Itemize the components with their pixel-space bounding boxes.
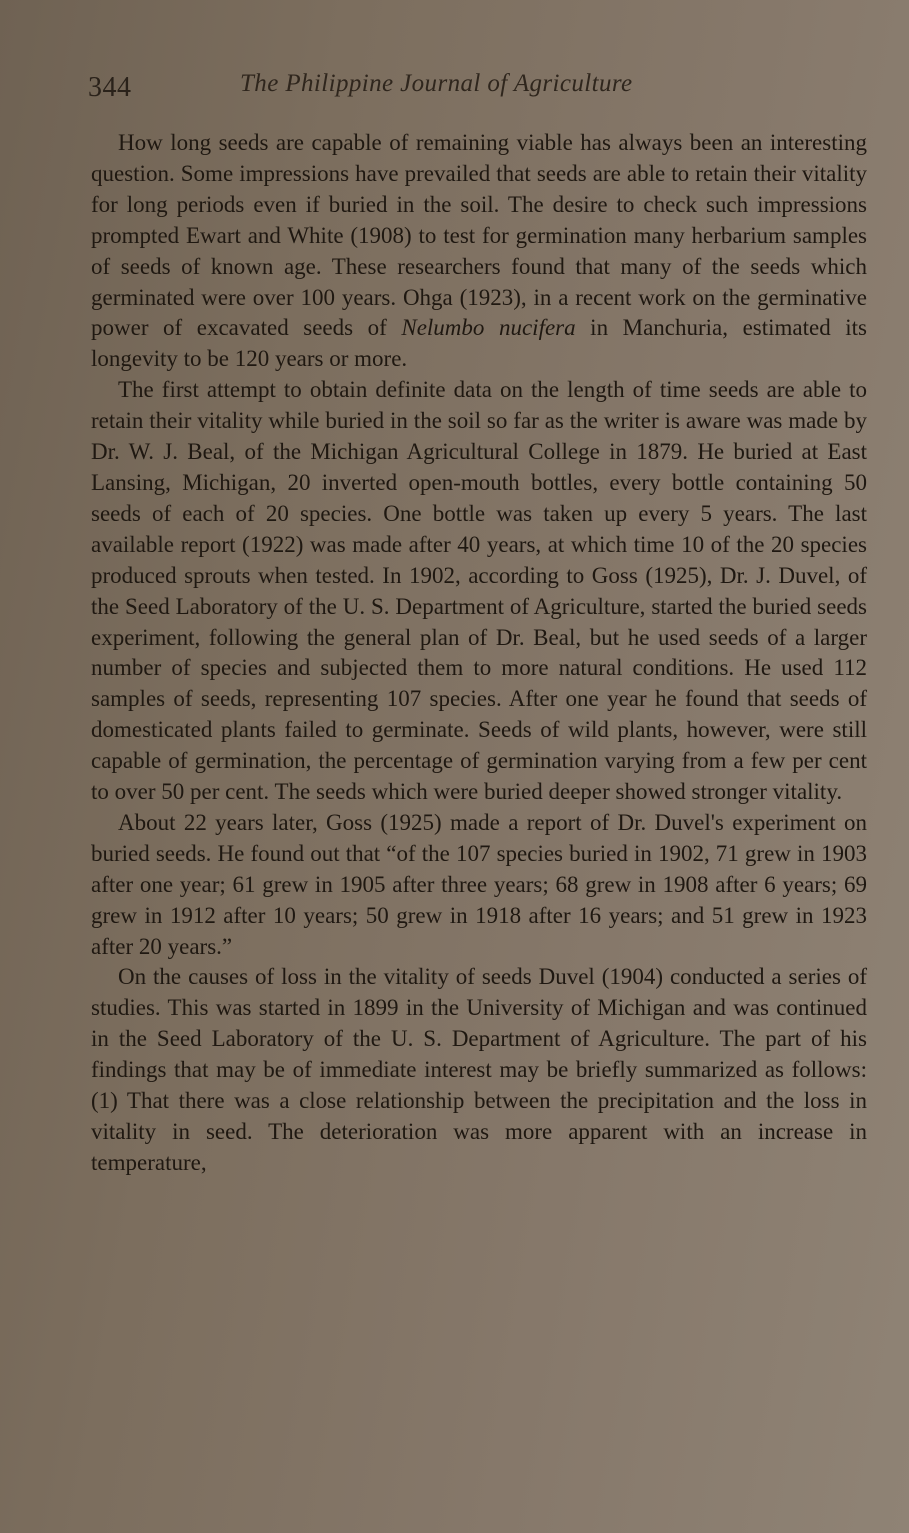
paragraph-4: On the causes of loss in the vitality of seeds Duvel (1904) conducted a series of studies. This was started in 1899 in the University of Michigan and was continued in the Seed Laboratory of the U. S. Department of Agriculture. The part of his findings that may be of immediate interest may be briefly summarized as follows: (1) That there was a close relationship between the precipitation and the loss in vitality in seed. The deterioration was more apparent with an increase in temperature, — [91, 964, 867, 1175]
running-title: The Philippine Journal of Agriculture — [240, 70, 633, 97]
page-number: 344 — [88, 72, 132, 103]
paragraph-1-text-start: How long seeds are capable of remaining viable has always been an interesting question. Some impressions have prevailed that seeds are able to retain their vitality for long periods even if buried in the soil. The desire to check such impressions prompted Ewart and White (1908) to test for germination many herbarium samples of seeds of known age. These researchers found that many of the seeds which germinated were over 100 years. Ohga (1923), in a recent work on the germinative power of excavated seeds of — [91, 130, 867, 341]
paragraph-1-text-end: in Manchuria, estimated its longevity to be 120 years or more. — [91, 315, 868, 372]
paragraph-2: The first attempt to obtain definite data on the length of time seeds are able to retain their vitality while buried in the soil so far as the writer is aware was made by Dr. W. J. Beal, of the Michigan Agricultural College in 1879. He buried at East Lansing, Michigan, 20 inverted open-mouth bottles, every bottle containing 50 seeds of each of 20 species. One bottle was taken up every 5 years. The last available report (1922) was made after 40 years, at which time 10 of the 20 species produced sprouts when tested. In 1902, according to Goss (1925), Dr. J. Duvel, of the Seed Laboratory of the U. S. Department of Agriculture, started the buried seeds experiment, following the general plan of Dr. Beal, but he used seeds of a larger number of species and subjected them to more natural conditions. He used 112 samples of seeds, representing 107 species. After one year he found that seeds of domesticated plants failed to germinate. Seeds of wild plants, however, were still capable of germination, the percentage of germination varying from a few per cent to over 50 per cent. The seeds which were buried deeper showed stronger vitality. — [91, 377, 867, 805]
page-header — [88, 70, 728, 110]
scientific-name: Nelumbo nucifera — [401, 315, 576, 341]
paragraph-1 — [91, 128, 867, 375]
paragraph-3: About 22 years later, Goss (1925) made a report of Dr. Duvel's experiment on buried seeds. He found out that “of the 107 species buried in 1902, 71 grew in 1903 after one year; 61 grew in 1905 after three years; 68 grew in 1908 after 6 years; 69 grew in 1912 after 10 years; 50 grew in 1918 after 16 years; and 51 grew in 1923 after 20 years.” — [91, 809, 867, 959]
body-text — [91, 128, 867, 1179]
